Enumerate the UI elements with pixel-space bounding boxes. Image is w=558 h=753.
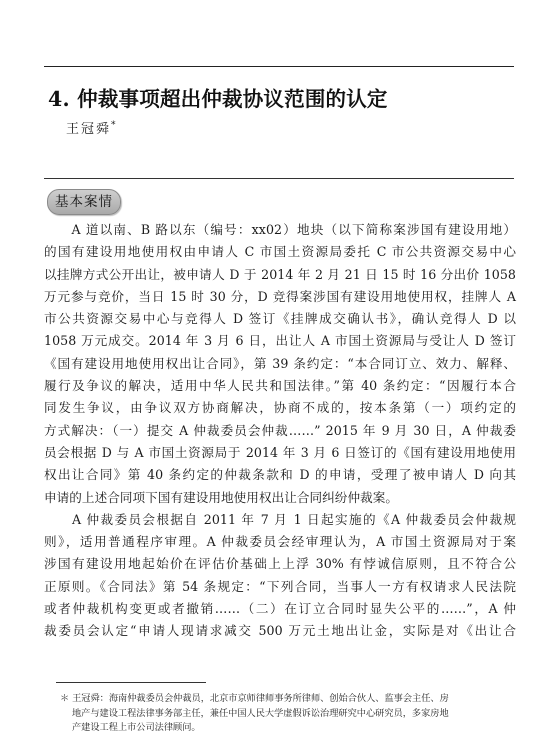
body-line: 市公共资源交易中心与竞得人 D 签订《挂牌成交确认书》，确认竞得人 D 以 [44,311,516,327]
body-line: 以挂牌方式公开出让，被申请人 D 于 2014 年 2 月 21 日 15 时 16 分出价 1058 [44,266,516,282]
footnote-line: 地产与建设工程法律事务部主任，兼任中国人民大学虚假诉讼治理研究中心研究员，多家房地 [72,707,449,719]
body-line: 权出让合同》第 40 条约定的仲裁条款和 D 的申请，受理了被申请人 D 向其 [44,467,516,483]
body-line: 申请的上述合同项下国有建设用地使用权出让合同纠纷仲裁案。 [44,489,399,505]
author-footnote-mark: * [111,120,116,131]
body-line: 正原则。《合同法》第 54 条规定：“下列合同，当事人一方有权请求人民法院 [44,578,516,594]
footnote-line: 产建设工程上市公司法律顾问。 [72,722,201,734]
footnote [60,692,520,736]
body-line: 涉国有建设用地起始价在评估价基础上上浮 30% 有悖诚信原则，且不符合公 [44,556,516,572]
body-text [44,219,516,643]
body-line: 1058 万元成交。2014 年 3 月 6 日，出让人 A 市国土资源局与受让人 D 签订 [44,333,516,349]
author-name: 王冠舜 [66,122,112,137]
section-label-badge [47,189,121,215]
chapter-title: 4. 仲裁事项超出仲裁协议范围的认定 [48,87,388,111]
footnote-line: ＊ 王冠舜：海南仲裁委员会仲裁员，北京市京师律师事务所律师、创始合伙人、监事会主任、房 [60,693,449,704]
body-line: A 仲裁委员会根据自 2011 年 7 月 1 日起实施的《A 仲裁委员会仲裁规 [44,511,516,527]
body-line: 或者仲裁机构变更或者撤销……（二）在订立合同时显失公平的……”，A 仲 [44,601,516,617]
body-line: 方式解决：（一）提交 A 仲裁委员会仲裁……” 2015 年 9 月 30 日，A 仲裁委 [44,422,516,438]
body-line: 则》，适用普通程序审理。A 仲裁委员会经审理认为，A 市国土资源局对于案 [44,534,516,550]
body-line: 履行及争议的解决，适用中华人民共和国法律。”第 40 条约定：“因履行本合 [44,378,516,394]
body-line: A 道以南、B 路以东（编号：xx02）地块（以下简称案涉国有建设用地） [44,222,516,237]
body-line: 的国有建设用地使用权由申请人 C 市国土资源局委托 C 市公共资源交易中心 [44,244,516,260]
author-line [66,118,116,137]
footnote-rule [56,682,206,683]
header-rule [44,66,514,67]
body-line: 裁委员会认定“申请人现请求减交 500 万元土地出让金，实际是对《出让合 [44,623,516,639]
body-line: 员会根据 D 与 A 市国土资源局于 2014 年 3 月 6 日签订的《国有建设用地使用 [44,444,516,460]
section-divider [44,178,514,179]
section-label: 基本案情 [55,194,113,210]
body-line: 万元参与竞价，当日 15 时 30 分，D 竞得案涉国有建设用地使用权，挂牌人 A [44,288,516,304]
body-line: 《国有建设用地使用权出让合同》，第 39 条约定：“本合同订立、效力、解释、 [44,355,516,371]
body-line: 同发生争议，由争议双方协商解决，协商不成的，按本条第（一）项约定的 [44,400,516,416]
